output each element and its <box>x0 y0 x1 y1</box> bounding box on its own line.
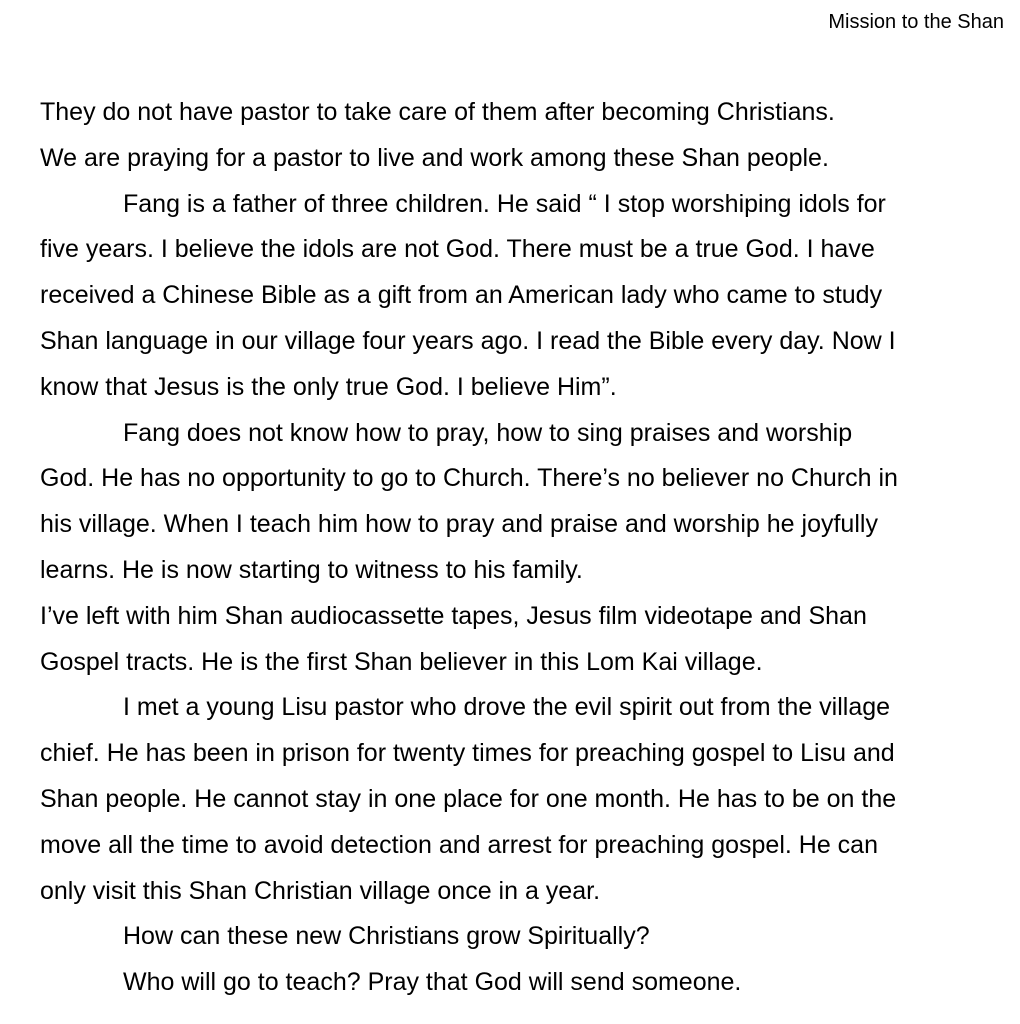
text-line: Gospel tracts. He is the first Shan believer in this Lom Kai village. <box>40 647 763 676</box>
text-line: Fang is a father of three children. He said “ I stop worshiping idols for <box>123 189 886 218</box>
document-body <box>40 90 1000 1006</box>
text-line: They do not have pastor to take care of them after becoming Christians. <box>40 98 835 126</box>
text-line: his village. When I teach him how to pray and praise and worship he joyfully <box>40 510 878 539</box>
text-line: learns. He is now starting to witness to his family. <box>40 555 583 584</box>
text-line: only visit this Shan Christian village once in a year. <box>40 876 601 905</box>
text-line: know that Jesus is the only true God. I believe Him”. <box>40 372 617 401</box>
text-line: Shan language in our village four years ago. I read the Bible every day. Now I <box>40 326 896 355</box>
text-line: five years. I believe the idols are not God. There must be a true God. I have <box>40 235 875 264</box>
text-line: God. He has no opportunity to go to Church. There’s no believer no Church in <box>40 464 898 493</box>
text-line: I’ve left with him Shan audiocassette tapes, Jesus film videotape and Shan <box>40 601 867 630</box>
text-line: Shan people. He cannot stay in one place for one month. He has to be on the <box>40 784 897 813</box>
text-line: Who will go to teach? Pray that God will send someone. <box>123 968 742 997</box>
text-line: move all the time to avoid detection and arrest for preaching gospel. He can <box>40 830 878 859</box>
text-line: chief. He has been in prison for twenty times for preaching gospel to Lisu and <box>40 739 895 768</box>
text-line: How can these new Christians grow Spiritually? <box>123 922 650 951</box>
text-line: received a Chinese Bible as a gift from an American lady who came to study <box>40 281 883 310</box>
text-line: We are praying for a pastor to live and work among these Shan people. <box>40 143 829 172</box>
page-header-title: Mission to the Shan <box>828 11 1004 33</box>
text-line: I met a young Lisu pastor who drove the evil spirit out from the village <box>123 693 891 722</box>
text-line: Fang does not know how to pray, how to sing praises and worship <box>123 418 853 447</box>
